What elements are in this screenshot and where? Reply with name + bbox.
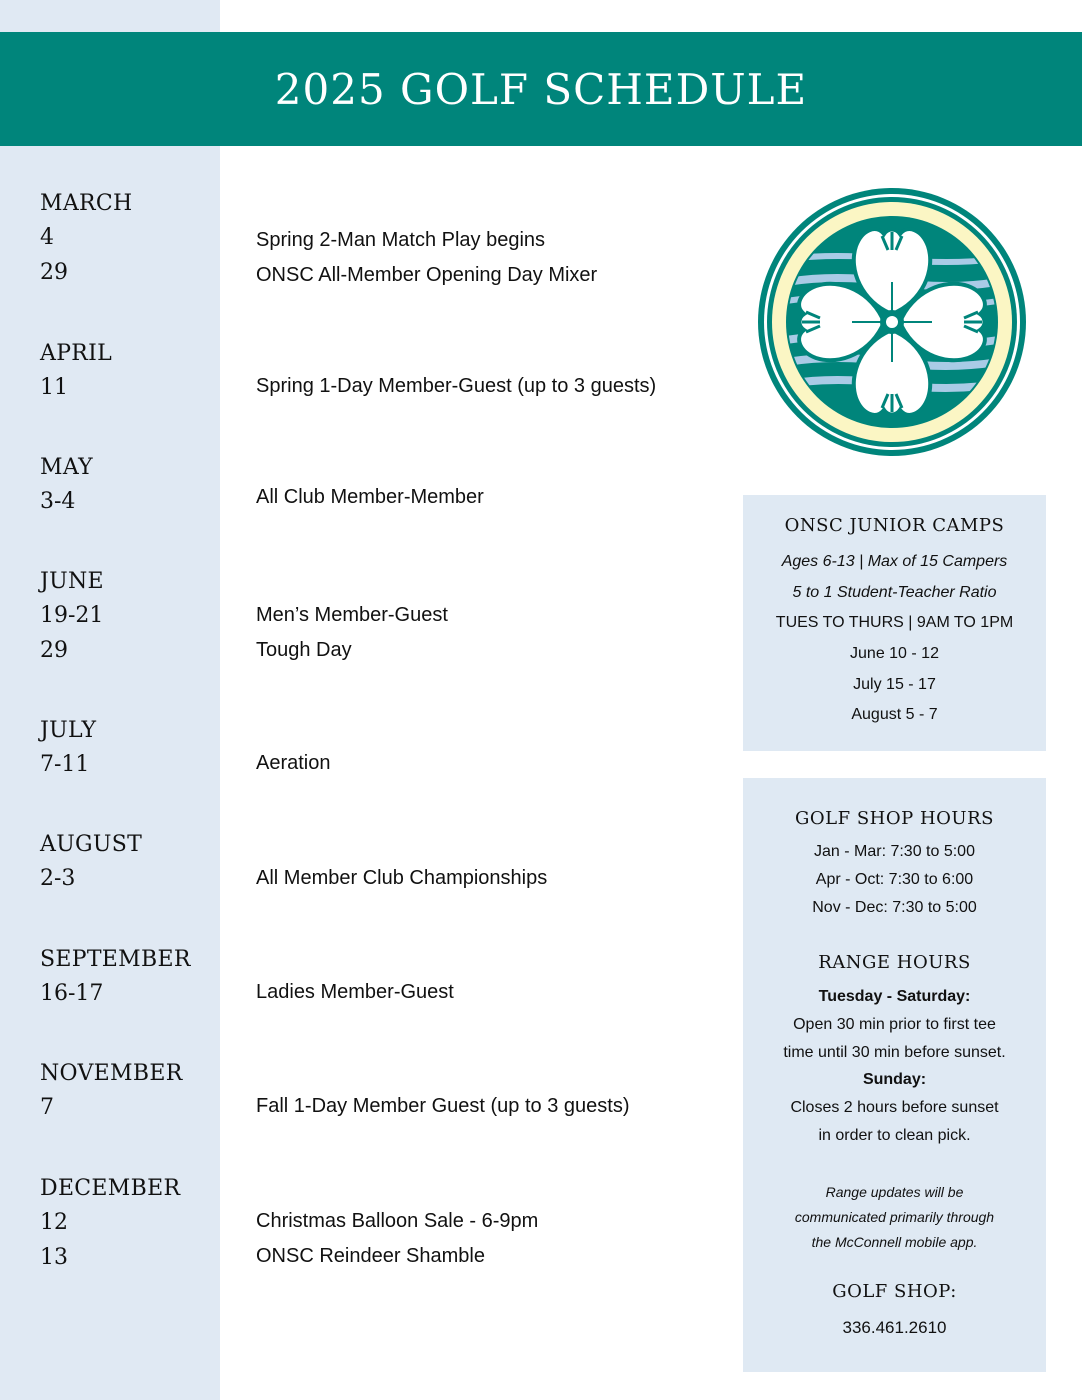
camps-title: ONSC JUNIOR CAMPS (784, 515, 1005, 536)
month-name: MARCH (40, 191, 133, 216)
month-name: APRIL (40, 341, 113, 366)
event-day: 12 (40, 1210, 68, 1235)
month-name: SEPTEMBER (40, 947, 191, 972)
event-name: All Member Club Championships (256, 867, 548, 889)
camps-ages: Ages 6-13 | Max of 15 Campers (781, 553, 1008, 570)
month-name: JUNE (40, 569, 104, 594)
camps-date: July 15 - 17 (853, 676, 936, 693)
shop-hours-line: Apr - Oct: 7:30 to 6:00 (815, 871, 974, 888)
range-hours-title: RANGE HOURS (818, 952, 971, 973)
golf-shop-label: GOLF SHOP: (832, 1281, 957, 1302)
events-april (256, 369, 716, 404)
event-name: Spring 1-Day Member-Guest (up to 3 guests) (256, 375, 657, 397)
event-day: 29 (40, 638, 68, 663)
events-july (256, 746, 716, 781)
event-name: ONSC All-Member Opening Day Mixer (256, 264, 598, 286)
month-name: NOVEMBER (40, 1061, 183, 1086)
month-september (40, 944, 220, 1011)
event-day: 29 (40, 260, 68, 285)
title-banner (0, 32, 1082, 146)
page-title: 2025 GOLF SCHEDULE (274, 64, 808, 114)
month-name: DECEMBER (40, 1176, 181, 1201)
event-name: All Club Member-Member (256, 486, 484, 508)
month-may (40, 452, 220, 519)
event-day: 11 (40, 375, 68, 400)
events-may (256, 480, 716, 515)
month-november (40, 1058, 220, 1125)
event-name: Christmas Balloon Sale - 6-9pm (256, 1210, 539, 1232)
shop-hours-line: Nov - Dec: 7:30 to 5:00 (812, 899, 977, 916)
golf-shop-phone[interactable]: 336.461.2610 (842, 1318, 947, 1337)
camps-ratio: 5 to 1 Student-Teacher Ratio (792, 584, 997, 601)
event-day: 19-21 (40, 603, 104, 628)
month-name: MAY (40, 455, 93, 480)
month-june (40, 566, 220, 668)
event-day: 2-3 (40, 866, 76, 891)
event-day: 4 (40, 225, 54, 250)
event-day: 7-11 (40, 752, 90, 777)
camps-schedule: TUES TO THURS | 9AM TO 1PM (775, 614, 1014, 631)
range-sunday-text: Closes 2 hours before sunset (790, 1099, 999, 1116)
event-name: Spring 2-Man Match Play begins (256, 229, 546, 251)
month-name: JULY (40, 718, 97, 743)
range-weekday-label: Tuesday - Saturday: (818, 988, 971, 1005)
month-march (40, 188, 220, 290)
events-march (256, 223, 716, 293)
camps-date: June 10 - 12 (850, 645, 939, 662)
event-name: Men’s Member-Guest (256, 604, 448, 626)
month-april (40, 338, 220, 405)
month-december (40, 1173, 220, 1275)
range-sunday-label: Sunday: (862, 1071, 927, 1088)
event-name: Fall 1-Day Member Guest (up to 3 guests) (256, 1095, 630, 1117)
range-note: communicated primarily through (794, 1209, 995, 1225)
month-july (40, 715, 220, 782)
events-december (256, 1204, 716, 1274)
event-day: 7 (40, 1095, 54, 1120)
junior-camps-box (743, 495, 1046, 751)
range-note: the McConnell mobile app. (811, 1234, 978, 1250)
event-day: 3-4 (40, 489, 76, 514)
event-name: Ladies Member-Guest (256, 981, 454, 1003)
club-logo (756, 186, 1028, 458)
range-sunday-text: in order to clean pick. (818, 1127, 971, 1144)
event-day: 13 (40, 1245, 68, 1270)
event-day: 16-17 (40, 981, 104, 1006)
range-weekday-text: time until 30 min before sunset. (783, 1044, 1006, 1061)
events-june (256, 598, 716, 668)
hours-box (743, 778, 1046, 1372)
event-name: Tough Day (256, 639, 352, 661)
events-november (256, 1089, 716, 1124)
events-august (256, 861, 716, 896)
range-weekday-text: Open 30 min prior to first tee (793, 1016, 996, 1033)
camps-date: August 5 - 7 (851, 706, 938, 723)
month-name: AUGUST (40, 832, 143, 857)
shop-hours-title: GOLF SHOP HOURS (795, 808, 994, 829)
range-note: Range updates will be (825, 1184, 964, 1200)
shop-hours-line: Jan - Mar: 7:30 to 5:00 (814, 843, 975, 860)
events-september (256, 975, 716, 1010)
event-name: ONSC Reindeer Shamble (256, 1245, 485, 1267)
event-name: Aeration (256, 752, 331, 774)
month-august (40, 829, 220, 896)
